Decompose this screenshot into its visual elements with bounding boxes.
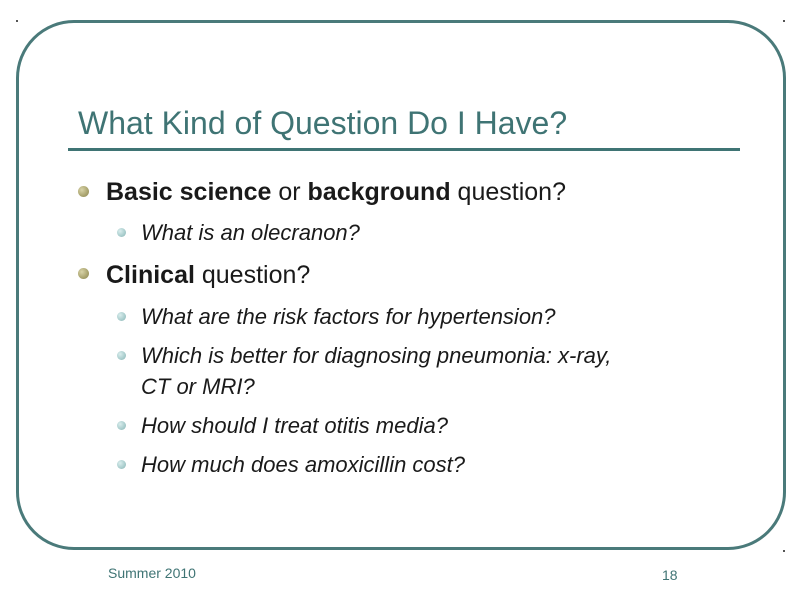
sub-bullet-icon xyxy=(117,228,126,237)
sub-bullet-item: How much does amoxicillin cost? xyxy=(141,452,466,477)
bullet-icon xyxy=(78,186,89,197)
sub-bullet-item-continuation: CT or MRI? xyxy=(141,374,255,399)
footer-date: Summer 2010 xyxy=(108,565,196,581)
bullet-text: or xyxy=(271,178,308,206)
sub-bullet-item: Which is better for diagnosing pneumonia: x-ray, xyxy=(141,343,612,368)
sub-bullet-item: What is an olecranon? xyxy=(141,220,360,245)
slide-number: 18 xyxy=(662,567,678,583)
bullet-text: question? xyxy=(194,261,311,289)
bullet-bold-text: background xyxy=(307,178,451,206)
sub-bullet-item: How should I treat otitis media? xyxy=(141,413,448,438)
sub-bullet-icon xyxy=(117,421,126,430)
bullet-bold-text: Basic science xyxy=(106,178,272,206)
bullet-item xyxy=(106,177,566,207)
bullet-text: question? xyxy=(450,178,566,206)
bullet-bold-text: Clinical xyxy=(106,261,195,289)
sub-bullet-icon xyxy=(117,460,126,469)
bullet-item xyxy=(106,260,310,290)
sub-bullet-item: What are the risk factors for hypertension? xyxy=(141,304,556,329)
slide-title: What Kind of Question Do I Have? xyxy=(78,105,568,141)
bullet-icon xyxy=(78,268,89,279)
sub-bullet-icon xyxy=(117,312,126,321)
sub-bullet-icon xyxy=(117,351,126,360)
